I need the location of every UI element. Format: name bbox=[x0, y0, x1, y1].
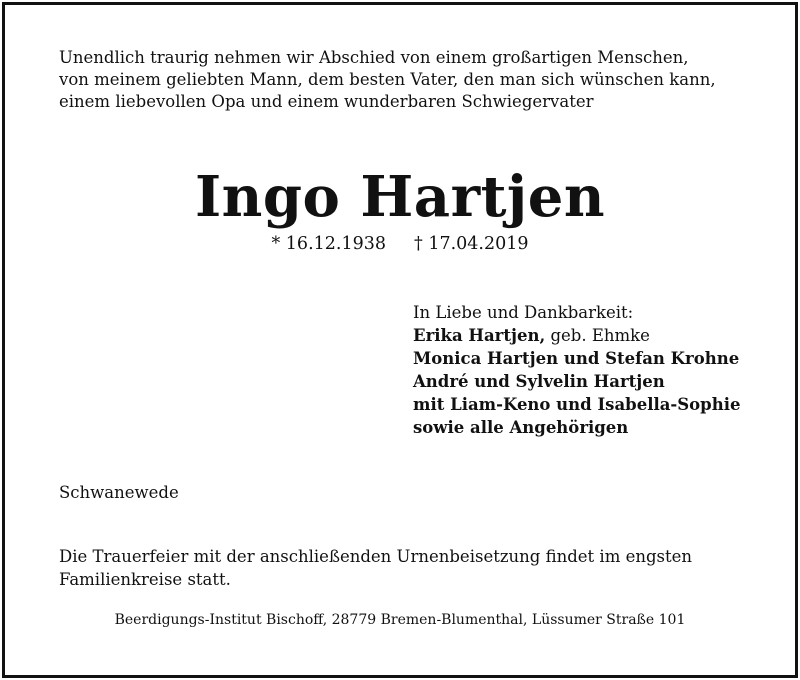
death-date: † 17.04.2019 bbox=[414, 234, 529, 254]
mourner-line: Monica Hartjen und Stefan Krohne bbox=[413, 349, 740, 368]
deceased-name: Ingo Hartjen bbox=[194, 164, 606, 230]
mourner-name: Erika Hartjen, bbox=[413, 326, 546, 345]
funeral-home-footer: Beerdigungs-Institut Bischoff, 28779 Bremen-Blumenthal, Lüssumer Straße 101 bbox=[114, 612, 686, 628]
intro-line: von meinem geliebten Mann, dem besten Vater, den man sich wünschen kann, bbox=[59, 70, 716, 89]
birth-date: * 16.12.1938 bbox=[271, 234, 386, 254]
mourner-line: André und Sylvelin Hartjen bbox=[413, 372, 665, 391]
intro-text bbox=[59, 47, 759, 113]
funeral-notice bbox=[59, 545, 769, 591]
intro-line: einem liebevollen Opa und einem wunderbaren Schwiegervater bbox=[59, 92, 594, 111]
mourner-maiden-name: geb. Ehmke bbox=[545, 326, 650, 345]
place-name: Schwanewede bbox=[59, 483, 179, 502]
funeral-line: Familienkreise statt. bbox=[59, 570, 231, 589]
intro-line: Unendlich traurig nehmen wir Abschied von einem großartigen Menschen, bbox=[59, 48, 689, 67]
funeral-line: Die Trauerfeier mit der anschließenden Urnenbeisetzung findet im engsten bbox=[59, 547, 693, 566]
mourners-block bbox=[413, 301, 773, 439]
mourner-line: sowie alle Angehörigen bbox=[413, 418, 629, 437]
life-dates bbox=[0, 231, 800, 257]
mourner-line: mit Liam-Keno und Isabella-Sophie bbox=[413, 395, 741, 414]
mourners-heading: In Liebe und Dankbarkeit: bbox=[413, 303, 634, 322]
mourner-line bbox=[413, 324, 773, 347]
